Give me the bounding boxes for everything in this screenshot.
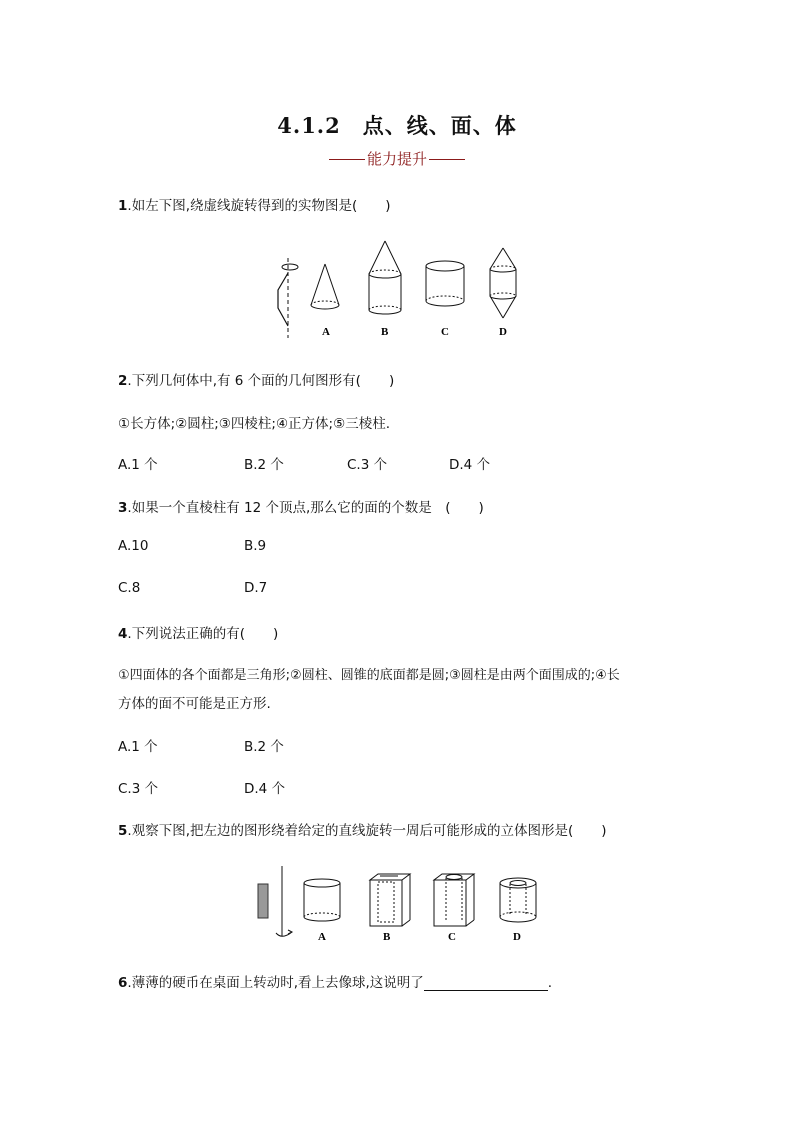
- question-2-number: 2: [118, 373, 128, 389]
- q1-label-d: D: [499, 326, 507, 338]
- q5-label-d: D: [513, 931, 521, 943]
- q1-option-c-cylinder: [426, 261, 464, 338]
- question-3-close: ): [478, 500, 484, 516]
- question-2-close: ): [388, 373, 395, 389]
- question-1-figure: [270, 238, 530, 342]
- subtitle-text: 能力提升: [366, 150, 427, 168]
- question-5-figure: [252, 862, 542, 946]
- question-2-option-c: C.3 个: [347, 457, 388, 473]
- q5-original-shape: [258, 866, 292, 936]
- question-6-end: .: [547, 975, 553, 991]
- question-3: [118, 496, 484, 516]
- subtitle-rule-left: [329, 159, 365, 160]
- question-3-option-a: A.10: [118, 538, 149, 554]
- question-3-option-b: B.9: [244, 538, 267, 554]
- question-2-text: .下列几何体中,有 6 个面的几何图形有(: [127, 373, 361, 389]
- q1-original-shape: [278, 258, 298, 338]
- question-4-statement-line-2: 方体的面不可能是正方形.: [118, 696, 271, 712]
- question-4-number: 4: [118, 626, 128, 642]
- q5-option-a-cylinder: [304, 879, 340, 943]
- question-4-close: ): [272, 626, 279, 642]
- question-6-text: .薄薄的硬币在桌面上转动时,看上去像球,这说明了: [127, 975, 424, 991]
- question-4-option-a: A.1 个: [118, 739, 158, 755]
- question-4: [118, 622, 278, 642]
- question-4-option-b: B.2 个: [244, 739, 284, 755]
- q1-option-a-cone: [311, 264, 339, 338]
- q5-label-b: B: [383, 931, 391, 943]
- question-4-statement-line-1: ①四面体的各个面都是三角形;②圆柱、圆锥的底面都是圆;③圆柱是由两个面围成的;④长: [118, 668, 620, 683]
- question-5-number: 5: [118, 823, 128, 839]
- subtitle-rule-right: [429, 159, 465, 160]
- question-3-option-d: D.7: [244, 580, 268, 596]
- question-3-text: .如果一个直棱柱有 12 个顶点,那么它的面的个数是 (: [127, 500, 451, 516]
- question-4-option-d: D.4 个: [244, 781, 286, 797]
- answer-blank[interactable]: [424, 976, 548, 991]
- question-2-option-b: B.2 个: [244, 457, 284, 473]
- q5-option-b-hollow-box: [370, 874, 410, 943]
- question-4-option-c: C.3 个: [118, 781, 159, 797]
- question-2-option-a: A.1 个: [118, 457, 158, 473]
- q5-label-a: A: [318, 931, 326, 943]
- question-5-text: .观察下图,把左边的图形绕着给定的直线旋转一周后可能形成的立体图形是(: [127, 823, 574, 839]
- question-5: [118, 819, 607, 839]
- question-2-option-d: D.4 个: [449, 457, 491, 473]
- question-1-text: .如左下图,绕虚线旋转得到的实物图是(: [127, 198, 358, 214]
- question-1-close: ): [385, 198, 391, 214]
- section-subtitle: [0, 148, 794, 169]
- page-title: 4.1.2 点、线、面、体: [277, 113, 517, 138]
- q5-option-c-box-cylinder-hole: [434, 874, 474, 943]
- question-5-close: ): [601, 823, 607, 839]
- q1-option-d-double-cone: [490, 248, 516, 338]
- question-1-number: 1: [118, 198, 128, 214]
- question-3-number: 3: [118, 500, 128, 516]
- question-2-items: ①长方体;②圆柱;③四棱柱;④正方体;⑤三棱柱.: [118, 416, 390, 432]
- q5-label-c: C: [448, 931, 456, 943]
- question-2: [118, 369, 394, 389]
- q5-option-d-hollow-cylinder: [500, 878, 536, 943]
- question-1: [118, 194, 391, 214]
- q1-label-a: A: [322, 326, 330, 338]
- question-6: [118, 971, 552, 991]
- q1-option-b-cone-cylinder: [369, 241, 401, 338]
- q1-label-b: B: [381, 326, 389, 338]
- q1-label-c: C: [441, 326, 449, 338]
- question-6-number: 6: [118, 975, 128, 991]
- question-4-text: .下列说法正确的有(: [127, 626, 245, 642]
- question-3-option-c: C.8: [118, 580, 141, 596]
